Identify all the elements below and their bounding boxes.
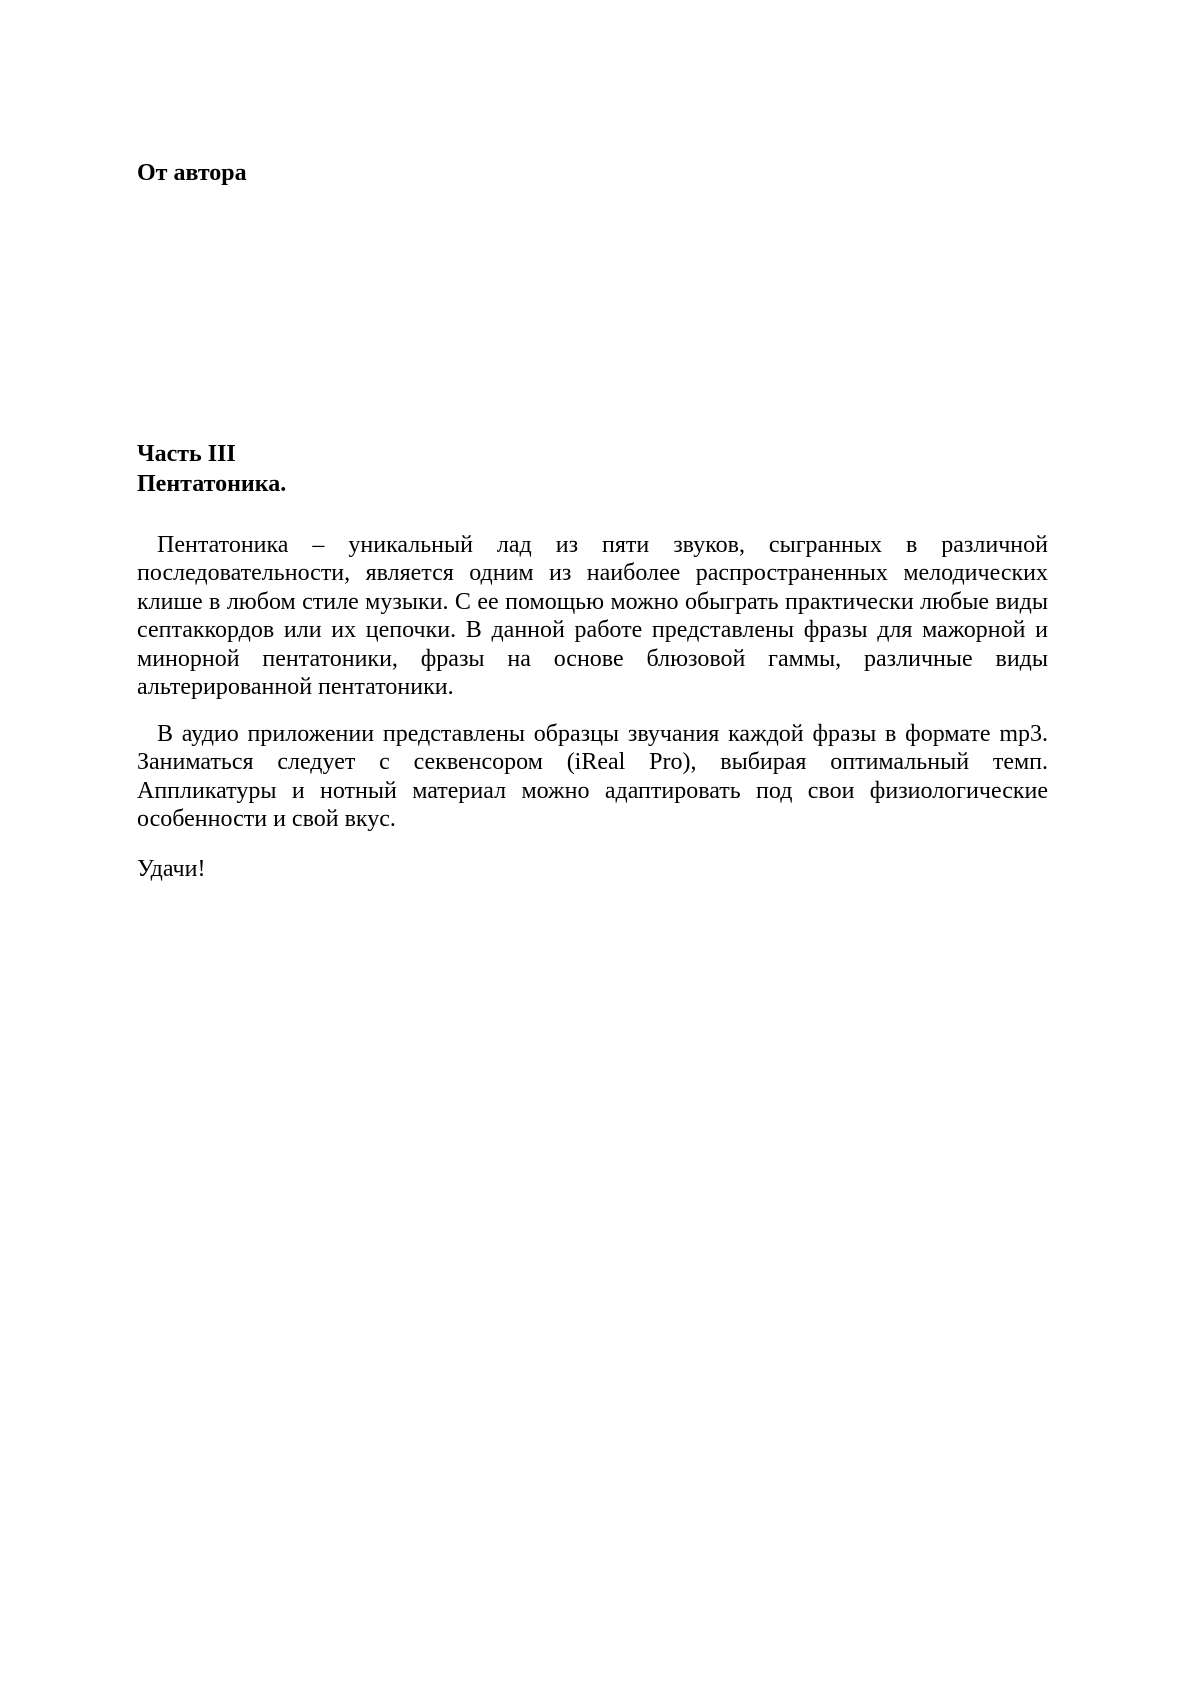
closing-text: Удачи! (137, 856, 206, 882)
paragraph-line: клише в любом стиле музыки. С ее помощью можно обыграть практически любые виды (137, 588, 1048, 615)
paragraph-line: минорной пентатоники, фразы на основе блюзовой гаммы, различные виды (137, 645, 1048, 672)
section-part-label: Часть III (137, 441, 236, 467)
paragraph-audio (137, 720, 1048, 834)
author-heading: От автора (137, 160, 247, 186)
paragraph-line: особенности и свой вкус. (137, 806, 396, 833)
paragraph-line: В аудио приложении представлены образцы звучания каждой фразы в формате mp3. (157, 721, 1048, 747)
section-heading (137, 439, 1048, 499)
paragraph-line: альтерированной пентатоники. (137, 674, 454, 701)
paragraph-line: септаккордов или их цепочки. В данной работе представлены фразы для мажорной и (137, 617, 1048, 644)
paragraph-intro (137, 531, 1048, 701)
section-title: Пентатоника. (137, 471, 287, 497)
paragraph-line: последовательности, является одним из наиболее распространенных мелодических (137, 560, 1048, 587)
paragraph-line: Аппликатуры и нотный материал можно адаптировать под свои физиологические (137, 777, 1048, 804)
paragraph-line: Заниматься следует с секвенсором (iReal Pro), выбирая оптимальный темп. (137, 749, 1048, 776)
paragraph-line: Пентатоника – уникальный лад из пяти звуков, сыгранных в различной (157, 532, 1048, 558)
